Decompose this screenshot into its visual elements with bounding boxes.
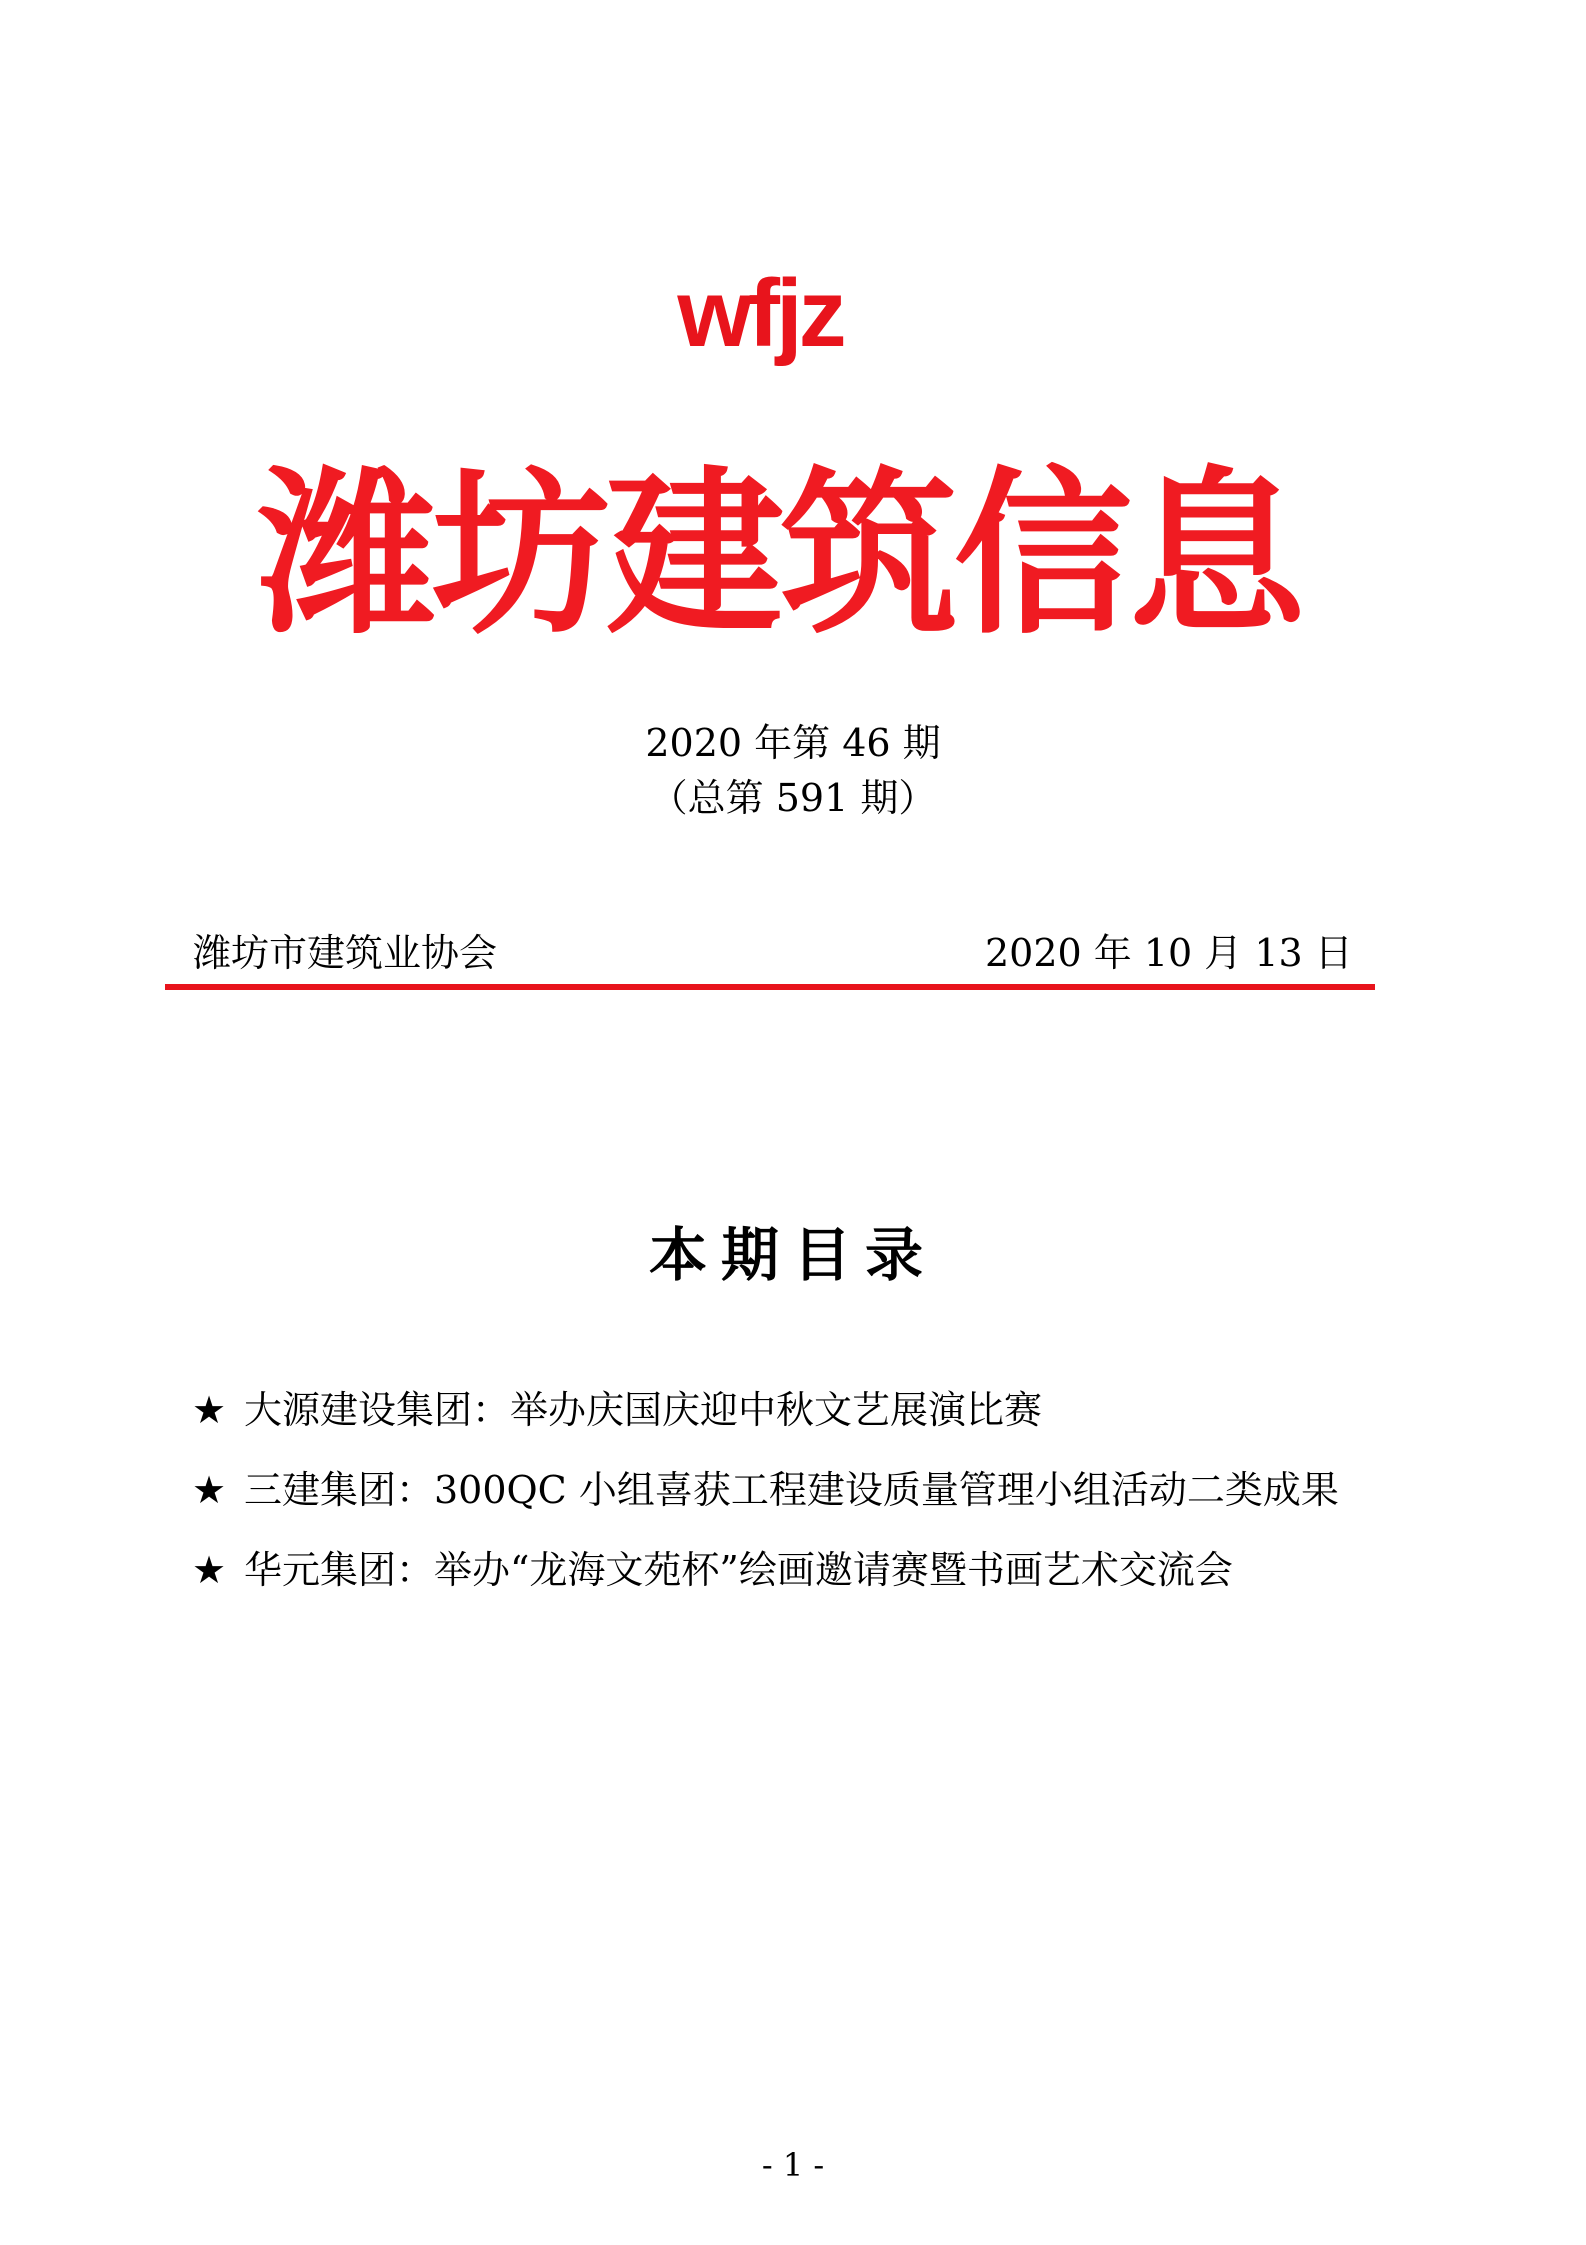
masthead-title: 潍坊建筑信息 [258,451,1302,658]
toc-item-text: 大源建设集团：举办庆国庆迎中秋文艺展演比赛 [244,1388,1043,1432]
logo-lettering: wfjz [677,260,843,367]
toc-item [192,1545,1412,1625]
toc-list [192,1385,1412,1625]
red-divider-rule [165,984,1375,990]
page-number: - 1 - [761,2146,825,2184]
toc-item [192,1465,1412,1545]
issue-number: 2020 年第 46 期 [645,721,941,765]
toc-heading: 本期目录 [648,1221,937,1289]
toc-item [192,1385,1412,1465]
star-bullet-icon: ★ [192,1468,227,1512]
toc-item-text: 三建集团：300QC 小组喜获工程建设质量管理小组活动二类成果 [244,1468,1339,1512]
issue-total-number: （总第 591 期） [649,776,937,820]
star-bullet-icon: ★ [192,1548,227,1592]
association-logo [660,248,860,380]
publisher-name: 潍坊市建筑业协会 [193,931,498,975]
toc-item-text: 华元集团：举办“龙海文苑杯”绘画邀请赛暨书画艺术交流会 [244,1548,1233,1592]
publication-date: 2020 年 10 月 13 日 [985,931,1353,975]
star-bullet-icon: ★ [192,1388,227,1432]
